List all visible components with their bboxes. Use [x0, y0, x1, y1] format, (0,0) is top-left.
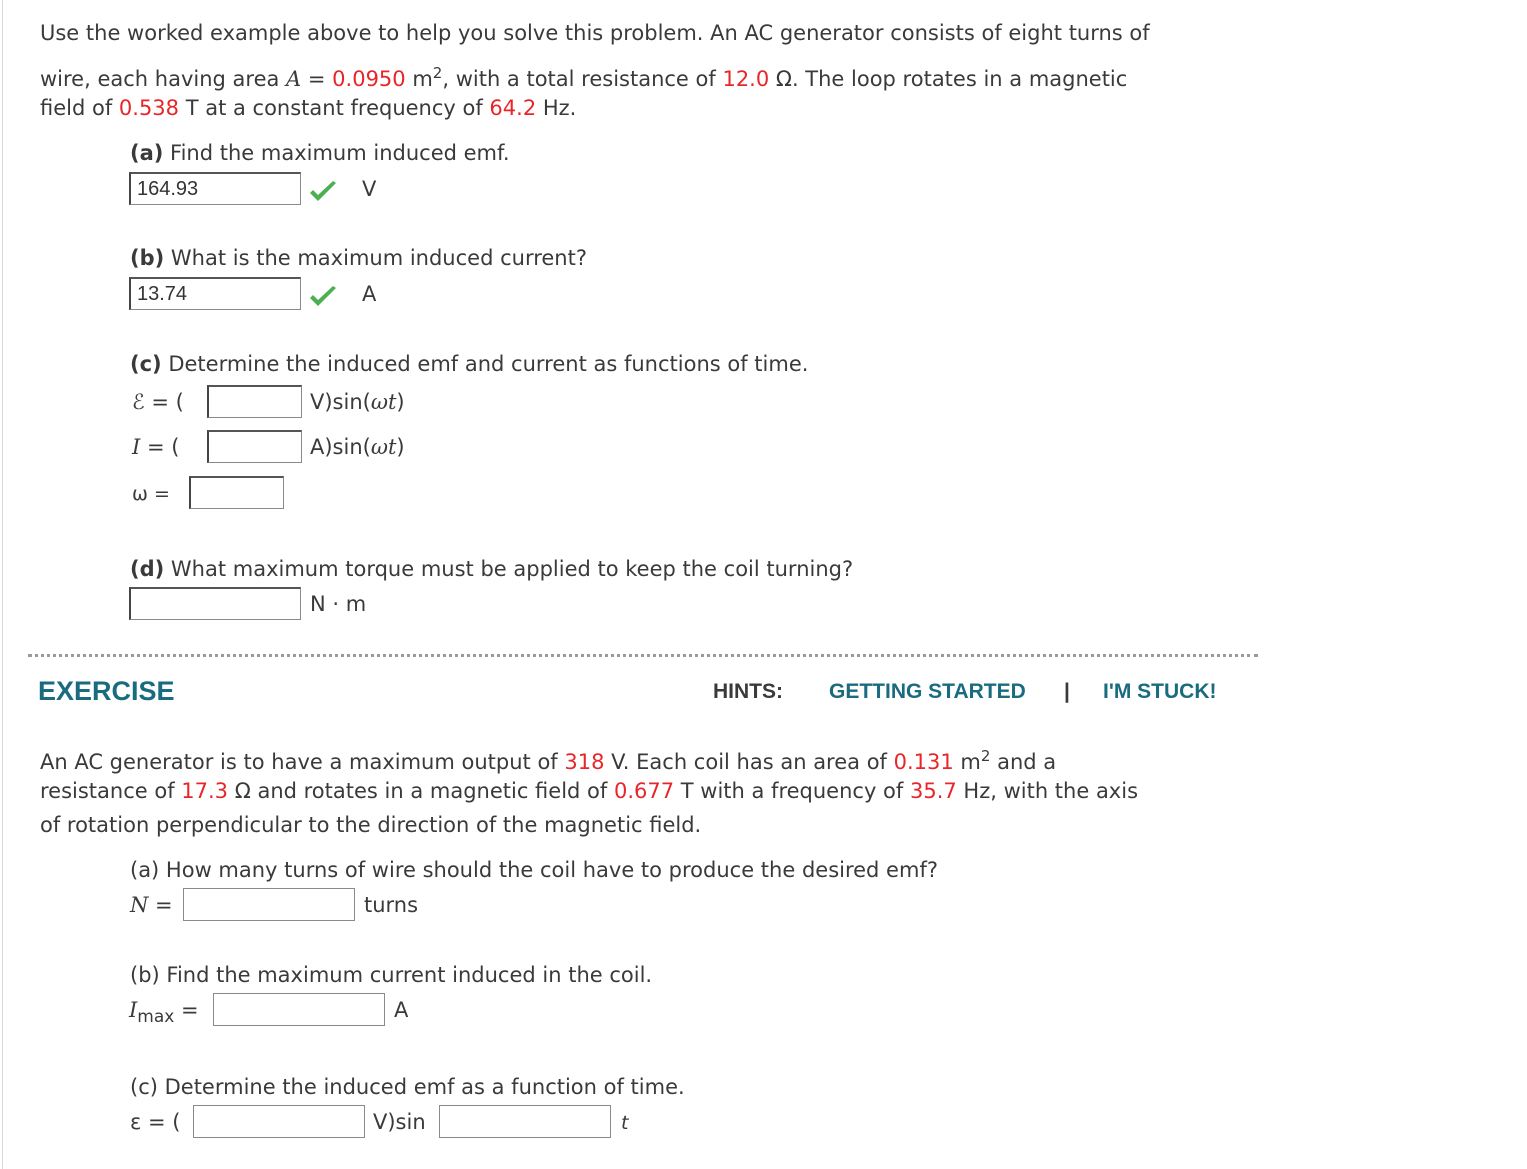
- area-value: 0.0950: [332, 67, 406, 91]
- problem-text: T at a constant frequency of: [179, 96, 490, 120]
- im-stuck-link[interactable]: I'M STUCK!: [1103, 680, 1217, 703]
- exercise-line-3: [40, 808, 701, 843]
- section-divider: [28, 654, 1258, 657]
- emf-function: [310, 390, 405, 414]
- current-amplitude-input[interactable]: [207, 430, 302, 463]
- superscript: 2: [980, 747, 991, 765]
- unit-label: V)sin: [373, 1110, 426, 1134]
- current-variable: I: [132, 435, 141, 459]
- torque-input[interactable]: [129, 587, 301, 620]
- eq-sign: = (: [140, 435, 180, 459]
- problem-line-3: [40, 91, 576, 126]
- exercise-question-b: (b) Find the maximum current induced in the coil.: [130, 963, 653, 987]
- area-variable: A: [286, 67, 302, 91]
- answer-a-input[interactable]: 164.93: [129, 172, 301, 205]
- area-value: 0.131: [893, 750, 954, 774]
- exercise-title: EXERCISE: [38, 676, 175, 706]
- resistance-value: 17.3: [181, 779, 229, 803]
- question-c: [130, 352, 808, 376]
- imax-label: [129, 998, 199, 1027]
- omega-input[interactable]: [189, 476, 284, 509]
- problem-text: Ω. The loop rotates in a magnetic: [769, 67, 1128, 91]
- angular-term-input[interactable]: [439, 1105, 611, 1138]
- eq-sign: =: [174, 998, 199, 1022]
- question-text: What maximum torque must be applied to keep the coil turning?: [164, 557, 854, 581]
- exercise-question-c: (c) Determine the induced emf as a function of time.: [130, 1075, 685, 1099]
- problem-text: field of: [40, 96, 119, 120]
- question-label: (b): [130, 246, 165, 270]
- current-function: [310, 435, 405, 459]
- imax-input[interactable]: [213, 993, 385, 1026]
- exercise-text: resistance of: [40, 779, 182, 803]
- problem-text: =: [301, 67, 333, 91]
- resistance-value: 12.0: [722, 67, 770, 91]
- question-label: (c): [130, 352, 162, 376]
- answer-b-input[interactable]: 13.74: [129, 277, 301, 310]
- hints-label: HINTS:: [713, 680, 783, 703]
- checkmark-icon: [308, 180, 338, 204]
- problem-text: wire, each having area: [40, 67, 287, 91]
- paren: ): [396, 390, 405, 414]
- exercise-text: T with a frequency of: [674, 779, 910, 803]
- eq-sign: =: [148, 893, 173, 917]
- exercise-text: An AC generator is to have a maximum output of: [40, 750, 565, 774]
- field-value: 0.677: [613, 779, 675, 803]
- exercise-question-a: (a) How many turns of wire should the coil have to produce the desired emf?: [130, 858, 938, 882]
- turns-input[interactable]: [183, 888, 355, 921]
- paren: ): [396, 435, 405, 459]
- frequency-value: 64.2: [489, 96, 537, 120]
- problem-text: Use the worked example above to help you solve this problem. An AC generator consists of eight turns of: [40, 21, 1150, 45]
- field-value: 0.538: [118, 96, 180, 120]
- frequency-value: 35.7: [909, 779, 957, 803]
- output-value: 318: [564, 750, 605, 774]
- question-a: [130, 141, 510, 165]
- question-text: Determine the induced emf and current as functions of time.: [161, 352, 809, 376]
- problem-text: Hz.: [536, 96, 577, 120]
- current-label: [132, 435, 179, 459]
- time-variable: t: [621, 1112, 629, 1134]
- unit-label: A: [362, 282, 377, 306]
- question-text: What is the maximum induced current?: [164, 246, 587, 270]
- question-label: (d): [130, 557, 165, 581]
- question-b: [130, 246, 587, 270]
- exercise-text: and a: [990, 750, 1057, 774]
- getting-started-link[interactable]: GETTING STARTED: [829, 680, 1026, 703]
- exercise-text: m: [953, 750, 981, 774]
- subscript: max: [137, 1007, 175, 1028]
- omega-t: ωt: [370, 435, 397, 459]
- exercise-text: V. Each coil has an area of: [604, 750, 894, 774]
- current-variable: I: [129, 998, 138, 1022]
- exercise-line-2: [40, 774, 1138, 809]
- superscript: 2: [432, 64, 443, 82]
- omega-label: ω =: [132, 483, 170, 505]
- emf-label: ε = (: [130, 1110, 181, 1134]
- problem-text: m: [405, 67, 433, 91]
- unit-label: V)sin(: [310, 390, 371, 414]
- exercise-text: Hz, with the axis: [956, 779, 1139, 803]
- checkmark-icon: [308, 285, 338, 309]
- emf-symbol: ℰ = (: [132, 390, 184, 414]
- turns-label: [130, 893, 173, 917]
- question-text: Find the maximum induced emf.: [163, 141, 510, 165]
- hint-separator: |: [1064, 680, 1070, 703]
- omega-t: ωt: [370, 390, 397, 414]
- emf-amplitude-input[interactable]: [193, 1105, 365, 1138]
- unit-label: N · m: [310, 592, 367, 616]
- unit-label: A: [394, 998, 409, 1022]
- question-d: [130, 557, 853, 581]
- turns-variable: N: [130, 893, 149, 917]
- unit-label: A)sin(: [310, 435, 371, 459]
- left-border: [2, 0, 3, 1169]
- unit-label: turns: [364, 893, 419, 917]
- exercise-text: of rotation perpendicular to the direction of the magnetic field.: [40, 813, 702, 837]
- problem-text: , with a total resistance of: [442, 67, 723, 91]
- exercise-text: Ω and rotates in a magnetic field of: [228, 779, 614, 803]
- unit-label: V: [362, 177, 377, 201]
- question-label: (a): [130, 141, 164, 165]
- problem-line-1: [40, 16, 1150, 51]
- emf-amplitude-input[interactable]: [207, 385, 302, 418]
- emf-label: [132, 390, 184, 414]
